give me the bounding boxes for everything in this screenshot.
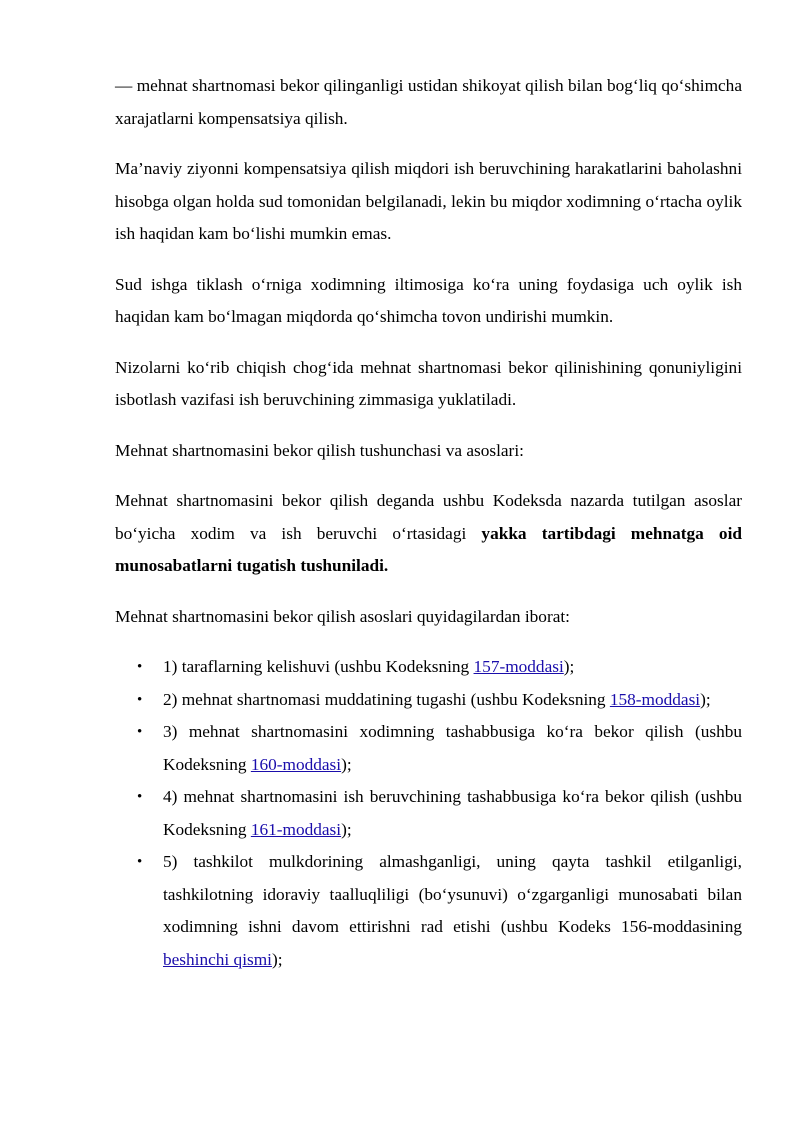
paragraph-compensation-expenses: — mehnat shartnomasi bekor qilinganligi ustidan shikoyat qilish bilan bog‘liq qo‘shimcha xarajatlarni kompensatsiya qilish.	[115, 76, 742, 128]
definition-text: Mehnat shartnomasini bekor qilish deganda ushbu Kodeksda nazarda tutilgan asoslar bo‘yicha xodim va ish beruvchi o‘rtasidagi	[115, 491, 742, 543]
list-item	[115, 716, 742, 781]
paragraph-moral-damage: Ma’naviy ziyonni kompensatsiya qilish miqdori ish beruvchining harakatlarini baholashni hisobga olgan holda sud tomonidan belgilanadi, lekin bu miqdor xodimning o‘rtacha oylik ish haqidan kam bo‘lishi mumkin emas.	[115, 159, 742, 243]
article-link[interactable]: beshinchi qismi	[163, 949, 272, 969]
bullet-icon: •	[137, 691, 143, 708]
article-link[interactable]: 161-moddasi	[250, 819, 342, 839]
section-heading-termination: Mehnat shartnomasini bekor qilish tushunchasi va asoslari:	[115, 440, 524, 460]
definition-bold-text: yakka tartibdagi mehnatga oid munosabatlarni tugatish tushuniladi.	[115, 523, 742, 575]
article-link[interactable]: 160-moddasi	[250, 754, 342, 774]
grounds-list	[115, 651, 742, 976]
article-link[interactable]: 158-moddasi	[609, 689, 701, 709]
paragraph-termination-definition	[115, 485, 742, 583]
document-body	[115, 70, 742, 976]
bullet-icon: •	[137, 789, 143, 805]
paragraph-grounds-intro: Mehnat shartnomasini bekor qilish asoslari quyidagilardan iborat:	[115, 606, 570, 626]
list-item-suffix: );	[563, 657, 575, 676]
list-item	[115, 781, 742, 846]
list-item-suffix: );	[341, 754, 352, 774]
list-item-text: 2) mehnat shartnomasi muddatining tugashi (ushbu Kodeksning	[163, 689, 610, 709]
list-item	[115, 684, 742, 717]
list-item	[115, 651, 742, 684]
list-item-suffix: );	[271, 949, 283, 969]
bullet-icon: •	[137, 659, 143, 675]
paragraph-burden-of-proof: Nizolarni ko‘rib chiqish chog‘ida mehnat shartnomasi bekor qilinishining qonuniyligini isbotlash vazifasi ish beruvchining zimmasiga yuklatiladi.	[115, 357, 742, 409]
paragraph-additional-compensation: Sud ishga tiklash o‘rniga xodimning iltimosiga ko‘ra uning foydasiga uch oylik ish haqidan kam bo‘lmagan miqdorda qo‘shimcha tovon undirishi mumkin.	[115, 274, 742, 326]
list-item-suffix: );	[700, 689, 711, 709]
list-item-text: 4) mehnat shartnomasini ish beruvchining tashabbusiga ko‘ra bekor qilish (ushbu Kodeksning	[163, 787, 742, 839]
list-item-text: 1) taraflarning kelishuvi (ushbu Kodeksning	[163, 657, 474, 676]
list-item-suffix: );	[341, 819, 352, 839]
list-item-text: 5) tashkilot mulkdorining almashganligi, uning qayta tashkil etilganligi, tashkilotning idoraviy taalluqliligi (bo‘ysunuvi) o‘zgarganligi munosabati bilan xodimning ishni davom ettirishni rad etishi (ushbu Kodeks 156-moddasining	[163, 852, 742, 936]
list-item	[115, 846, 742, 976]
bullet-icon: •	[137, 724, 143, 740]
bullet-icon: •	[137, 854, 143, 870]
article-link[interactable]: 157-moddasi	[473, 657, 564, 676]
list-item-text: 3) mehnat shartnomasini xodimning tashabbusiga ko‘ra bekor qilish (ushbu Kodeksning	[163, 722, 742, 774]
